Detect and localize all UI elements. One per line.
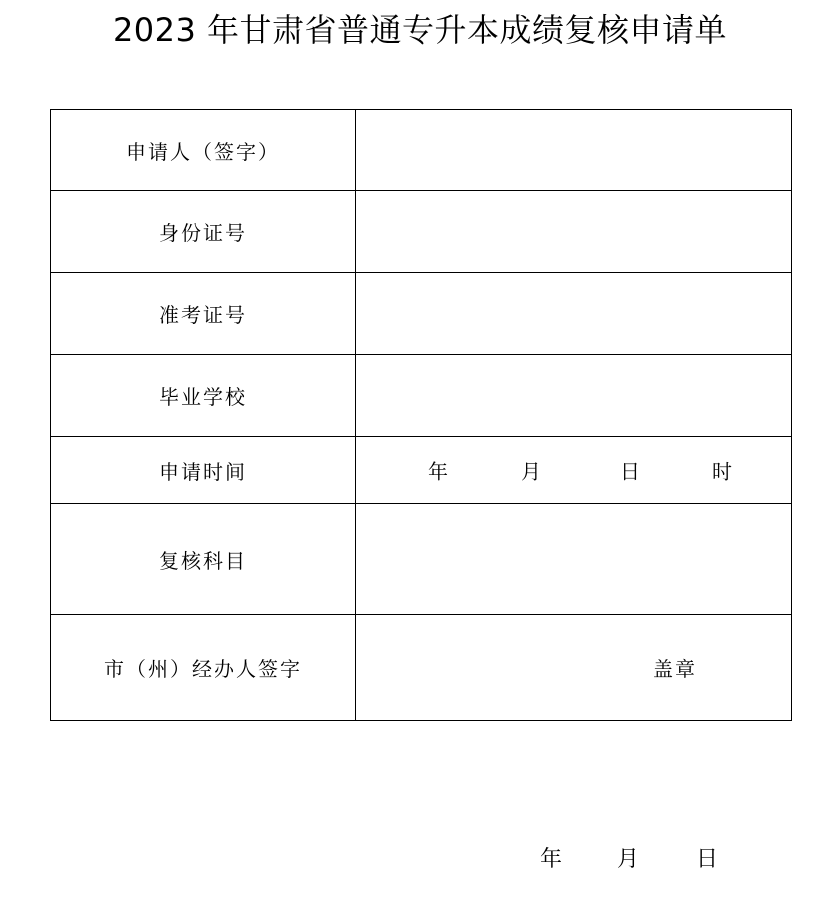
apply-time-hour-unit: 时 (712, 459, 732, 484)
table-row (51, 273, 792, 355)
table-row (51, 191, 792, 273)
table-row (51, 504, 792, 615)
applicant-signature-label: 申请人（签字） (51, 110, 356, 191)
table-row (51, 437, 792, 504)
footer-date-month: 月 (617, 847, 640, 872)
apply-time-units (356, 437, 791, 503)
table-row (51, 355, 792, 437)
review-subject-label: 复核科目 (51, 504, 356, 615)
page-title: 2023 年甘肃省普通专升本成绩复核申请单 (112, 11, 728, 49)
graduate-school-label: 毕业学校 (51, 355, 356, 437)
graduate-school-field[interactable] (356, 355, 792, 437)
applicant-signature-field[interactable] (356, 110, 792, 191)
id-number-field[interactable] (356, 191, 792, 273)
table-row (51, 110, 792, 191)
apply-time-field[interactable] (356, 437, 792, 504)
apply-time-label: 申请时间 (51, 437, 356, 504)
apply-time-month-unit: 月 (521, 459, 541, 484)
admission-ticket-label: 准考证号 (51, 273, 356, 355)
apply-time-day-unit: 日 (620, 459, 640, 484)
id-number-label: 身份证号 (51, 191, 356, 273)
admission-ticket-field[interactable] (356, 273, 792, 355)
seal-label: 盖章 (653, 657, 697, 681)
application-form-table (50, 109, 792, 721)
footer-date-year: 年 (540, 847, 563, 872)
table-row (51, 615, 792, 721)
officer-signature-field[interactable] (356, 615, 792, 721)
review-subject-field[interactable] (356, 504, 792, 615)
footer-date-day: 日 (696, 847, 719, 872)
officer-signature-label: 市（州）经办人签字 (51, 615, 356, 721)
apply-time-year-unit: 年 (428, 459, 448, 484)
